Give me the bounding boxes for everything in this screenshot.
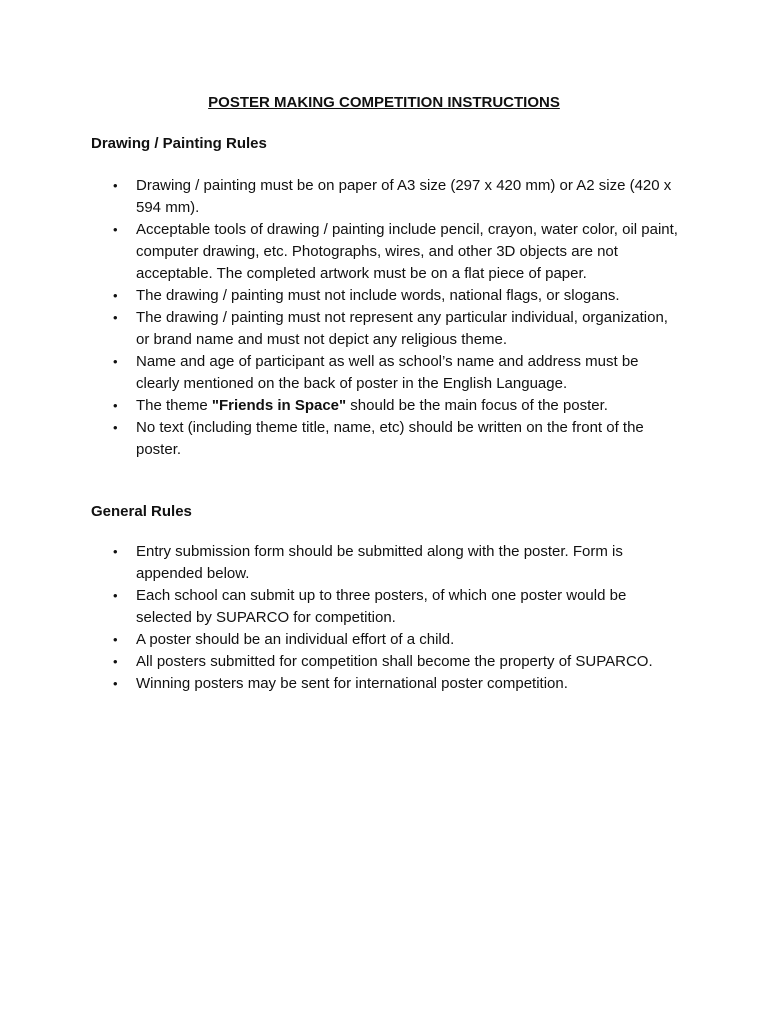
bullet-icon: •: [113, 354, 118, 369]
list-item-text: The drawing / painting must not include words, national flags, or slogans.: [136, 287, 620, 304]
bullet-icon: •: [113, 654, 118, 669]
list-item-text: A poster should be an individual effort of a child.: [136, 631, 455, 648]
section-heading-drawing-rules: Drawing / Painting Rules: [91, 135, 267, 152]
list-item: [91, 351, 681, 395]
theme-name: "Friends in Space": [211, 397, 347, 414]
list-item: [91, 417, 681, 461]
theme-text-after: should be the main focus of the poster.: [346, 397, 608, 414]
bullet-icon: •: [113, 310, 118, 325]
bullet-icon: •: [113, 588, 118, 603]
bullet-icon: •: [113, 288, 118, 303]
list-item-text: All posters submitted for competition shall become the property of SUPARCO.: [136, 653, 653, 670]
list-item-text: Acceptable tools of drawing / painting include pencil, crayon, water color, oil paint, computer drawing, etc. Photographs, wires, and other 3D objects are not acceptable. The completed artwork must be on a flat piece of paper.: [136, 221, 678, 282]
list-item: [91, 585, 681, 629]
list-item: [91, 175, 681, 219]
list-item: [91, 285, 681, 307]
bullet-icon: •: [113, 420, 118, 435]
list-item-theme: [91, 395, 681, 417]
drawing-rules-list: [91, 175, 681, 461]
bullet-icon: •: [113, 676, 118, 691]
section-heading-general-rules: General Rules: [91, 503, 192, 520]
list-item-text: No text (including theme title, name, etc) should be written on the front of the poster.: [136, 419, 644, 458]
list-item-text: Entry submission form should be submitted along with the poster. Form is appended below.: [136, 543, 623, 582]
list-item: [91, 219, 681, 285]
bullet-icon: •: [113, 398, 118, 413]
list-item-text: Each school can submit up to three posters, of which one poster would be selected by SUPARCO for competition.: [136, 587, 627, 626]
list-item: [91, 629, 681, 651]
list-item: [91, 673, 681, 695]
theme-text-before: The theme: [136, 397, 212, 414]
general-rules-list: [91, 541, 681, 695]
list-item-text: Drawing / painting must be on paper of A3 size (297 x 420 mm) or A2 size (420 x 594 mm).: [136, 177, 672, 216]
list-item: [91, 651, 681, 673]
list-item: [91, 307, 681, 351]
list-item-text: Winning posters may be sent for international poster competition.: [136, 675, 568, 692]
list-item-text: The drawing / painting must not represent any particular individual, organization, or brand name and must not depict any religious theme.: [136, 309, 668, 348]
document-title: POSTER MAKING COMPETITION INSTRUCTIONS: [208, 94, 560, 111]
bullet-icon: •: [113, 632, 118, 647]
bullet-icon: •: [113, 178, 118, 193]
list-item: [91, 541, 681, 585]
bullet-icon: •: [113, 222, 118, 237]
bullet-icon: •: [113, 544, 118, 559]
list-item-text: Name and age of participant as well as school’s name and address must be clearly mentioned on the back of poster in the English Language.: [136, 353, 639, 392]
